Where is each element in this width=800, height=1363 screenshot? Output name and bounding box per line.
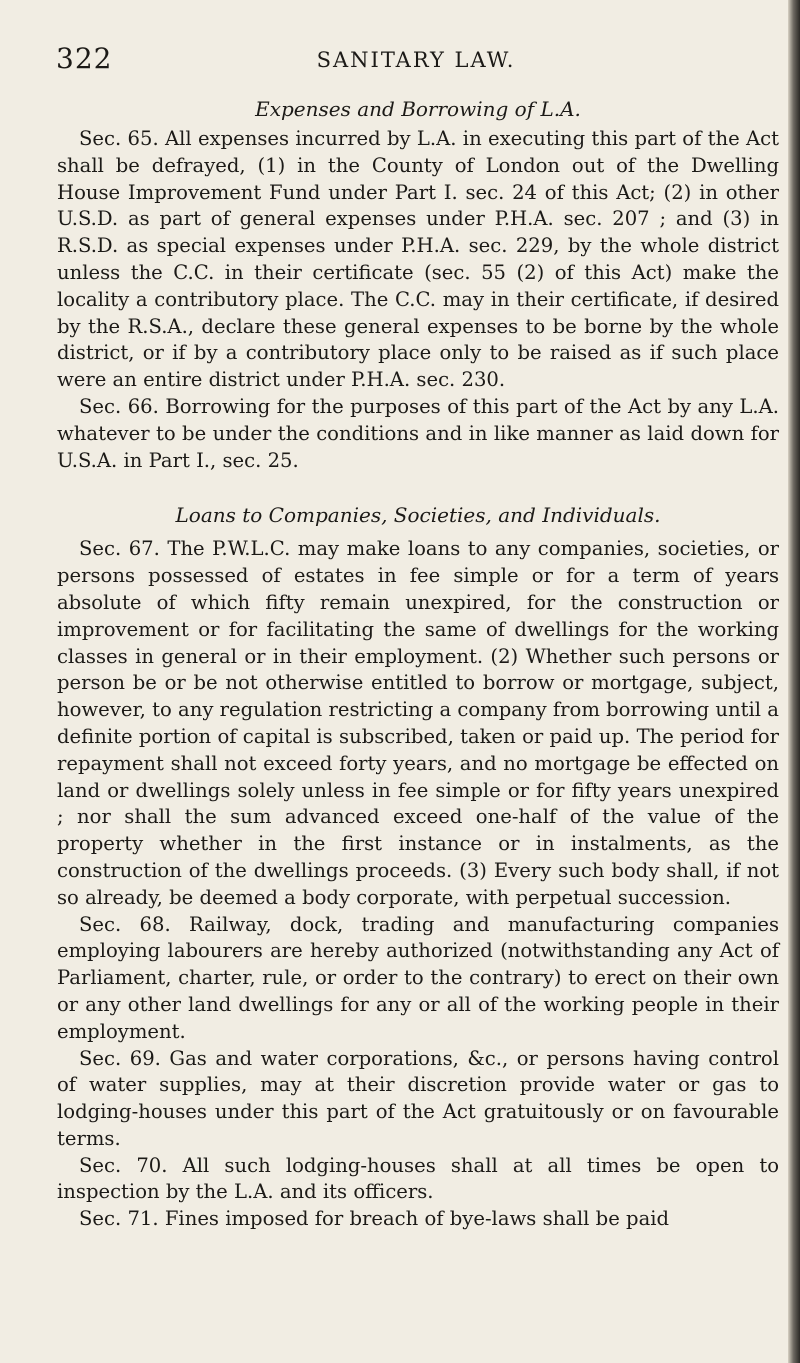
- paragraph-sec-65: Sec. 65. All expenses incurred by L.A. in executing this part of the Act shall be defrayed, (1) in the County of London out of the Dwelling House Improvement Fund under Part I. sec. 24 of this Act; (2) in other U.S.D. as part of general expenses under P.H.A. sec. 207 ; and (3) in R.S.D. as special expenses under P.H.A. sec. 229, by the whole district unless the C.C. in their certificate (sec. 55 (2) of this Act) make the locality a contributory place. The C.C. may in their certificate, if desired by the R.S.A., declare these general expenses to be borne by the whole district, or if by a contributory place only to be raised as if such place were an entire district under P.H.A. sec. 230.: [57, 127, 779, 392]
- section-heading-loans: Loans to Companies, Societies, and Individuals.: [175, 503, 661, 528]
- section-heading-expenses: Expenses and Borrowing of L.A.: [255, 97, 581, 121]
- paragraph-sec-67: Sec. 67. The P.W.L.C. may make loans to any companies, societies, or persons possessed of estates in fee simple or for a term of years absolute of which fifty remain unexpired, for the construction or improvement or for facilitating the same of dwellings for the working classes in general or in their employment. (2) Whether such persons or person be or be not otherwise entitled to borrow or mortgage, subject, however, to any regulation restricting a company from borrowing until a definite portion of capital is subscribed, taken or paid up. The period for repayment shall not exceed forty years, and no mortgage be effected on land or dwellings solely unless in fee simple or for fifty years unexpired ; nor shall the sum advanced exceed one-half of the value of the property whether in the first instance or in instalments, as the construction of the dwellings proceeds. (3) Every such body shall, if not so already, be deemed a body corporate, with perpetual succession.: [57, 537, 779, 909]
- paragraph-sec-71: Sec. 71. Fines imposed for breach of bye-laws shall be paid: [79, 1207, 670, 1231]
- page-header: [56, 42, 776, 82]
- page-body: [57, 96, 779, 1233]
- paragraph-sec-66: Sec. 66. Borrowing for the purposes of this part of the Act by any L.A. whatever to be under the conditions and in like manner as laid down for U.S.A. in Part I., sec. 25.: [57, 394, 779, 472]
- paragraph-sec-70: Sec. 70. All such lodging-houses shall at all times be open to inspection by the L.A. and its officers.: [57, 1153, 779, 1204]
- page-edge-shadow: [788, 0, 800, 1363]
- page-number: 322: [56, 42, 113, 75]
- paragraph-sec-68: Sec. 68. Railway, dock, trading and manufacturing companies employing labourers are hereby authorized (notwithstanding any Act of Parliament, charter, rule, or order to the contrary) to erect on their own or any other land dwellings for any or all of the working people in their employment.: [57, 912, 779, 1043]
- paragraph-sec-69: Sec. 69. Gas and water corporations, &c., or persons having control of water supplies, may at their discretion provide water or gas to lodging-houses under this part of the Act gratuitously or on favourable terms.: [57, 1046, 779, 1150]
- running-title: SANITARY LAW.: [316, 48, 516, 72]
